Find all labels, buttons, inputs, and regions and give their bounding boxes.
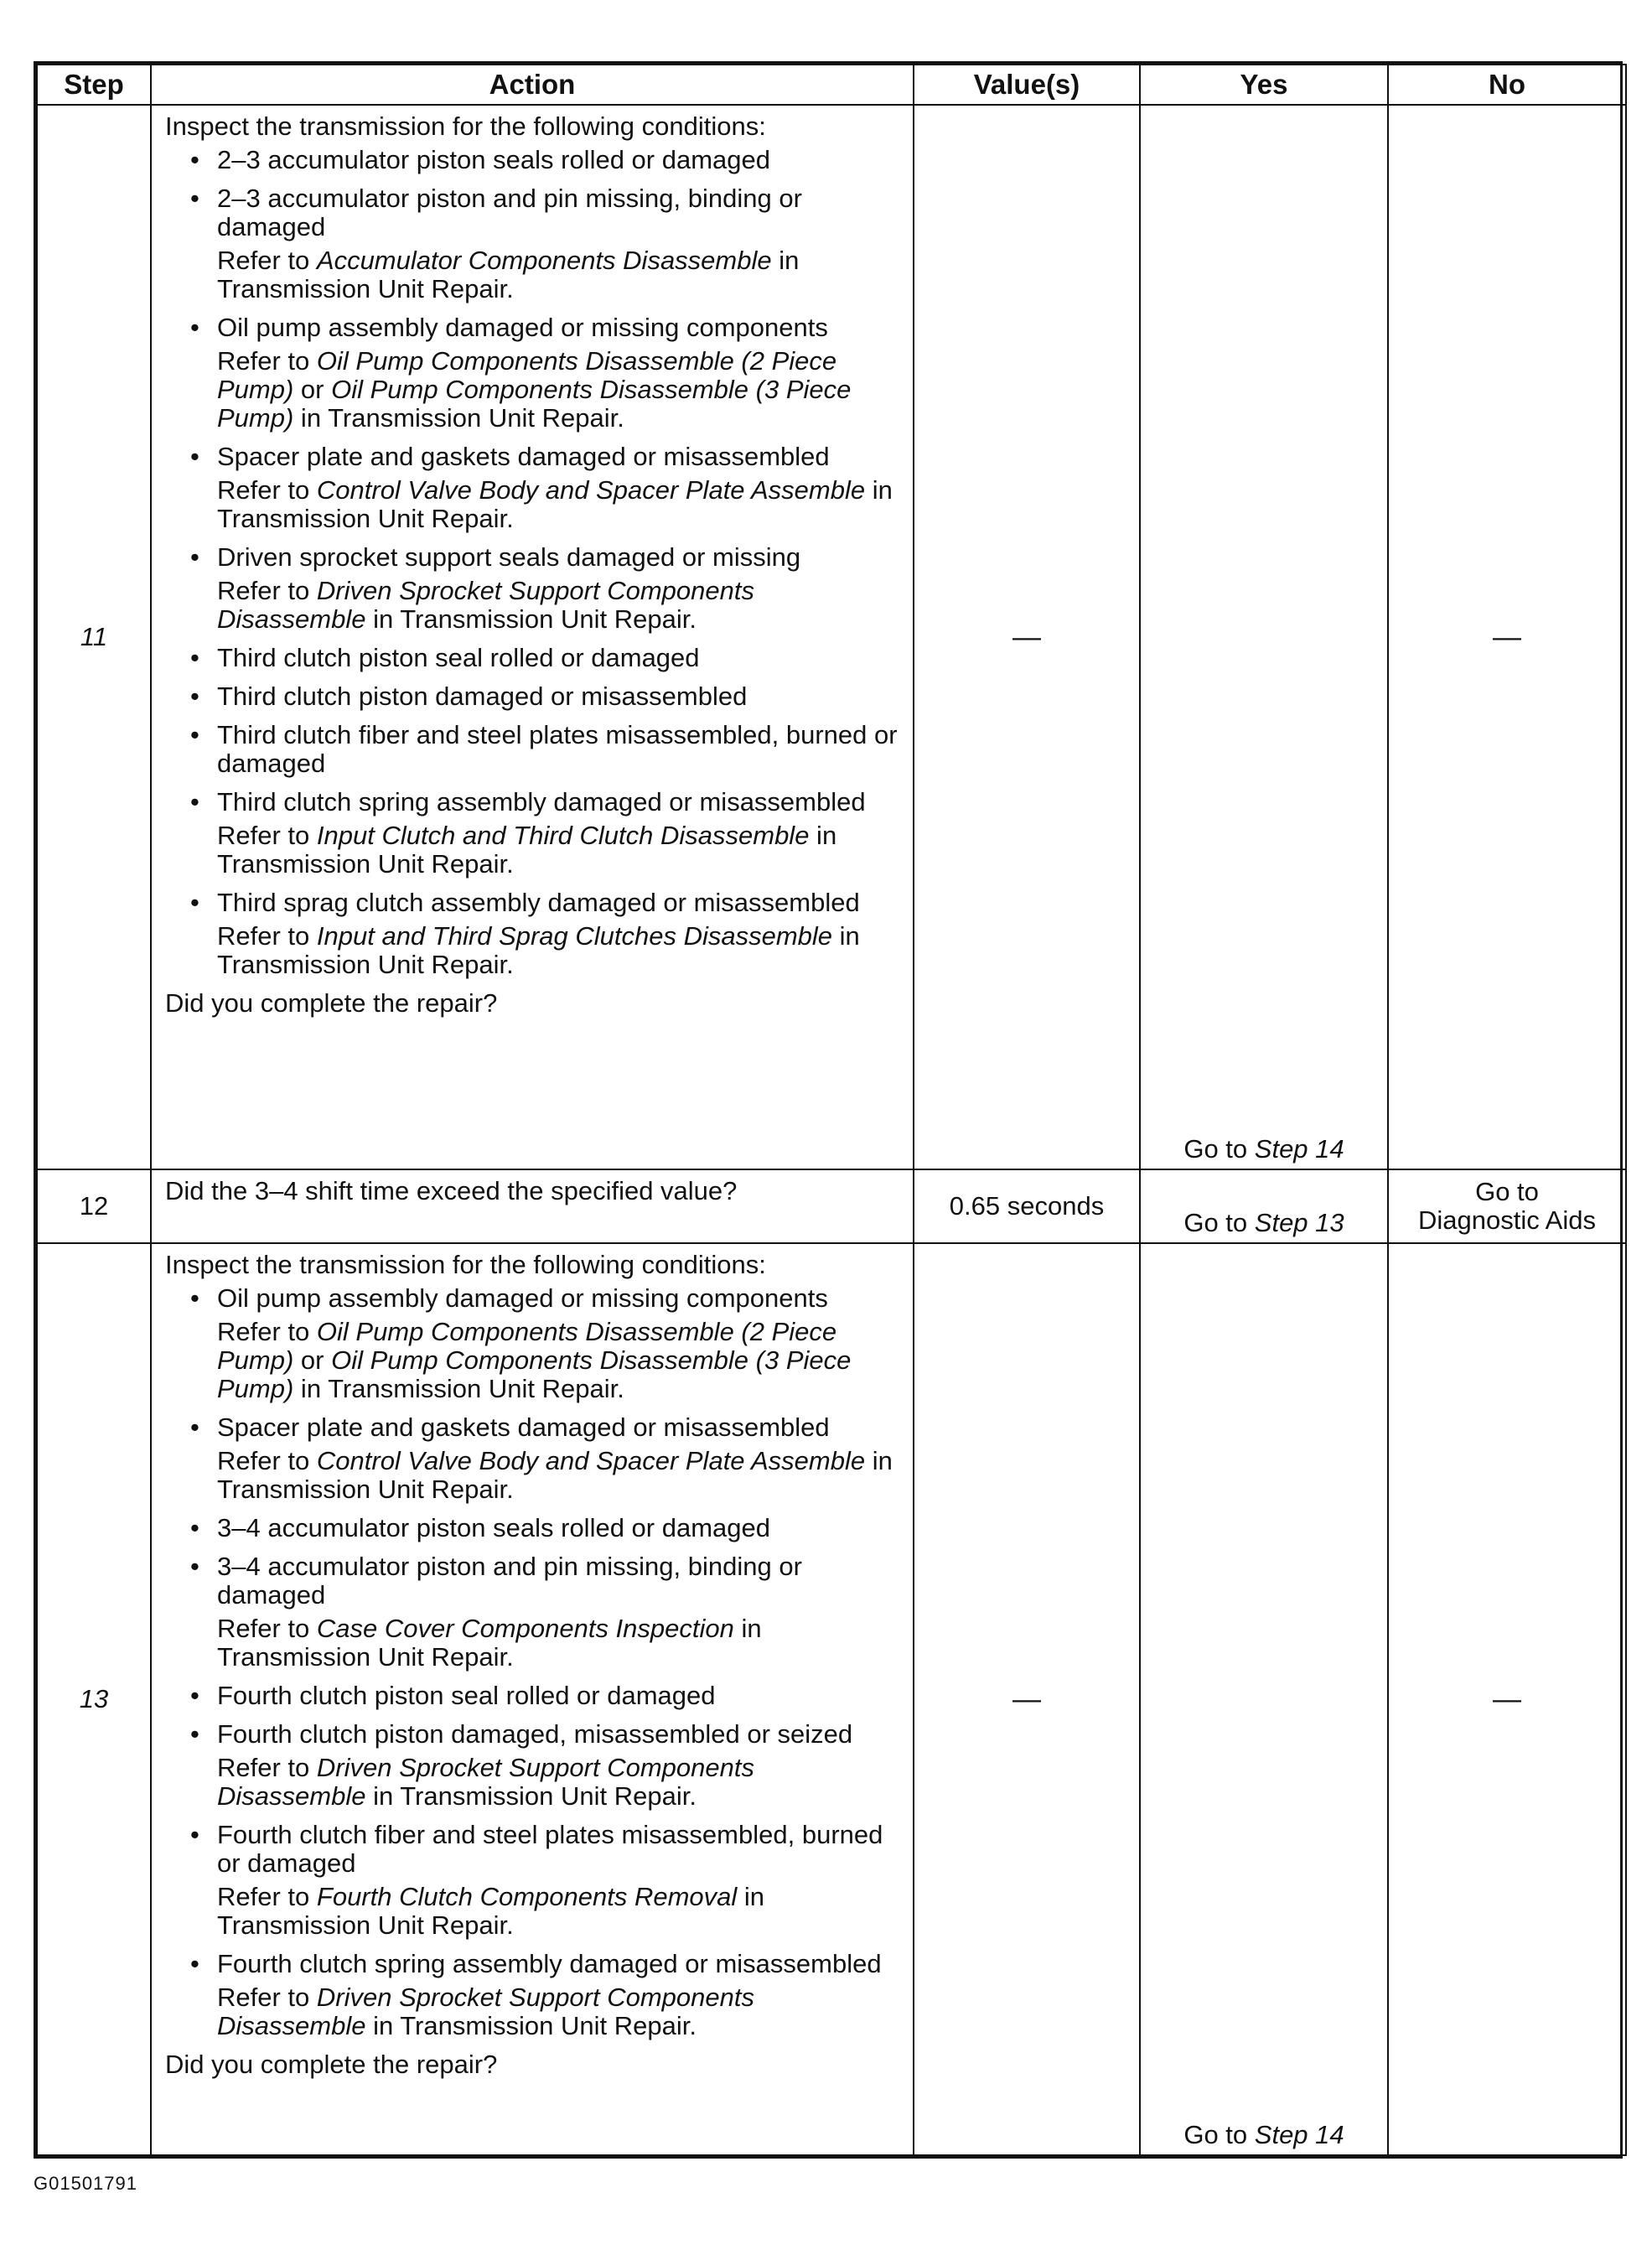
repair-reference xyxy=(165,1615,903,1672)
reference-prefix: Refer to xyxy=(217,1317,317,1346)
step-12-no-line1: Go to xyxy=(1475,1177,1539,1206)
repair-reference xyxy=(165,1983,903,2040)
step-13-yes-step-link: Step 14 xyxy=(1254,2120,1344,2149)
reference-connector: or xyxy=(293,375,332,404)
procedure-title: Oil Pump Components Disassemble (2 Piece Pump) xyxy=(217,346,837,404)
condition-bullet: • Fourth clutch piston seal rolled or damaged xyxy=(165,1682,903,1710)
procedure-title: Driven Sprocket Support Components Disassemble xyxy=(217,1983,754,2040)
step-11-question: Did you complete the repair? xyxy=(165,988,498,1018)
reference-prefix: Refer to xyxy=(217,475,317,505)
reference-connector: or xyxy=(293,1345,332,1375)
procedure-title: Case Cover Components Inspection xyxy=(316,1614,734,1643)
repair-reference xyxy=(165,1318,903,1403)
header-no: No xyxy=(1388,65,1626,105)
step-11-items xyxy=(165,146,903,979)
reference-suffix: in Transmission Unit Repair. xyxy=(217,921,860,979)
step-13-yes xyxy=(1140,1243,1388,2155)
reference-prefix: Refer to xyxy=(217,1753,317,1782)
reference-prefix: Refer to xyxy=(217,1882,317,1911)
step-13-row xyxy=(37,1243,1626,2155)
step-12-yes xyxy=(1140,1169,1388,1243)
reference-suffix: in Transmission Unit Repair. xyxy=(217,475,893,533)
step-11-action xyxy=(151,105,914,1169)
step-12-row xyxy=(37,1169,1626,1243)
procedure-title: Oil Pump Components Disassemble (3 Piece Pump) xyxy=(217,1345,852,1403)
procedure-title: Control Valve Body and Spacer Plate Assemble xyxy=(316,475,866,505)
condition-bullet: • Third clutch piston damaged or misassembled xyxy=(165,682,903,711)
condition-bullet: • Third clutch fiber and steel plates misassembled, burned or damaged xyxy=(165,721,903,778)
repair-reference xyxy=(165,1883,903,1940)
figure-code: G01501791 xyxy=(34,2173,137,2194)
repair-reference xyxy=(165,822,903,879)
step-11-yes-step-link: Step 14 xyxy=(1254,1134,1344,1164)
step-12-number: 12 xyxy=(37,1169,151,1243)
reference-suffix: in Transmission Unit Repair. xyxy=(217,1446,893,1504)
reference-prefix: Refer to xyxy=(217,1614,317,1643)
condition-bullet: • Third clutch piston seal rolled or damaged xyxy=(165,644,903,672)
repair-reference xyxy=(165,577,903,634)
step-11-no: — xyxy=(1388,105,1626,1169)
reference-prefix: Refer to xyxy=(217,1446,317,1475)
procedure-title: Input Clutch and Third Clutch Disassemble xyxy=(316,821,810,850)
step-13-number: 13 xyxy=(37,1243,151,2155)
step-12-action xyxy=(151,1169,914,1243)
condition-bullet: • Third clutch spring assembly damaged or misassembled xyxy=(165,788,903,816)
reference-prefix: Refer to xyxy=(217,1983,317,2012)
step-13-no: — xyxy=(1388,1243,1626,2155)
step-13-yes-text xyxy=(1141,2121,1387,2149)
header-row xyxy=(37,65,1626,105)
repair-reference xyxy=(165,246,903,303)
reference-suffix: in Transmission Unit Repair. xyxy=(217,1614,762,1672)
condition-bullet: • 3–4 accumulator piston seals rolled or damaged xyxy=(165,1514,903,1542)
procedure-title: Oil Pump Components Disassemble (2 Piece Pump) xyxy=(217,1317,837,1375)
reference-prefix: Refer to xyxy=(217,576,317,605)
header-action: Action xyxy=(151,65,914,105)
header-step: Step xyxy=(37,65,151,105)
procedure-title: Fourth Clutch Components Removal xyxy=(316,1882,738,1911)
reference-suffix: in Transmission Unit Repair. xyxy=(217,246,800,303)
reference-prefix: Refer to xyxy=(217,821,317,850)
step-12-yes-step-link: Step 13 xyxy=(1254,1208,1344,1237)
step-11-number: 11 xyxy=(37,105,151,1169)
step-11-row xyxy=(37,105,1626,1169)
condition-bullet: • Spacer plate and gaskets damaged or misassembled xyxy=(165,443,903,471)
step-12-value: 0.65 seconds xyxy=(914,1169,1140,1243)
step-11-yes xyxy=(1140,105,1388,1169)
reference-suffix: in Transmission Unit Repair. xyxy=(365,604,697,634)
repair-reference xyxy=(165,476,903,533)
condition-bullet: • Third sprag clutch assembly damaged or misassembled xyxy=(165,889,903,917)
repair-reference xyxy=(165,1754,903,1811)
condition-bullet: • Oil pump assembly damaged or missing components xyxy=(165,314,903,342)
step-13-items xyxy=(165,1284,903,2040)
step-13-intro: Inspect the transmission for the following conditions: xyxy=(165,1250,766,1279)
step-11-intro: Inspect the transmission for the following conditions: xyxy=(165,111,766,141)
reference-suffix: in Transmission Unit Repair. xyxy=(217,821,837,879)
reference-suffix: in Transmission Unit Repair. xyxy=(293,1374,624,1403)
condition-bullet: • 2–3 accumulator piston and pin missing, binding or damaged xyxy=(165,184,903,241)
repair-reference xyxy=(165,1447,903,1504)
procedure-title: Driven Sprocket Support Components Disassemble xyxy=(217,1753,754,1811)
procedure-title: Accumulator Components Disassemble xyxy=(316,246,772,275)
diagnostic-table-frame xyxy=(34,61,1623,2159)
reference-suffix: in Transmission Unit Repair. xyxy=(365,2011,697,2040)
step-13-action xyxy=(151,1243,914,2155)
step-13-value: — xyxy=(914,1243,1140,2155)
header-values: Value(s) xyxy=(914,65,1140,105)
step-11-value: — xyxy=(914,105,1140,1169)
diagnostic-table xyxy=(36,64,1627,2156)
condition-bullet: • Fourth clutch fiber and steel plates misassembled, burned or damaged xyxy=(165,1821,903,1878)
condition-bullet: • Driven sprocket support seals damaged or missing xyxy=(165,543,903,572)
step-12-yes-prefix: Go to xyxy=(1183,1208,1255,1237)
condition-bullet: • 3–4 accumulator piston and pin missing, binding or damaged xyxy=(165,1552,903,1609)
step-12-question: Did the 3–4 shift time exceed the specified value? xyxy=(165,1176,738,1205)
step-11-yes-prefix: Go to xyxy=(1183,1134,1255,1164)
procedure-title: Control Valve Body and Spacer Plate Assemble xyxy=(316,1446,866,1475)
repair-reference xyxy=(165,347,903,433)
repair-reference xyxy=(165,922,903,979)
step-13-yes-prefix: Go to xyxy=(1183,2120,1255,2149)
step-13-question: Did you complete the repair? xyxy=(165,2050,498,2079)
procedure-title: Input and Third Sprag Clutches Disassemble xyxy=(316,921,833,951)
procedure-title: Oil Pump Components Disassemble (3 Piece Pump) xyxy=(217,375,852,433)
reference-prefix: Refer to xyxy=(217,346,317,376)
condition-bullet: • Spacer plate and gaskets damaged or misassembled xyxy=(165,1413,903,1442)
reference-prefix: Refer to xyxy=(217,246,317,275)
condition-bullet: • 2–3 accumulator piston seals rolled or damaged xyxy=(165,146,903,174)
reference-suffix: in Transmission Unit Repair. xyxy=(217,1882,765,1940)
step-12-no-line2: Diagnostic Aids xyxy=(1418,1205,1596,1235)
condition-bullet: • Fourth clutch spring assembly damaged or misassembled xyxy=(165,1950,903,1978)
step-12-no xyxy=(1388,1169,1626,1243)
procedure-title: Driven Sprocket Support Components Disassemble xyxy=(217,576,754,634)
reference-prefix: Refer to xyxy=(217,921,317,951)
condition-bullet: • Fourth clutch piston damaged, misassembled or seized xyxy=(165,1720,903,1749)
reference-suffix: in Transmission Unit Repair. xyxy=(365,1781,697,1811)
reference-suffix: in Transmission Unit Repair. xyxy=(293,403,624,433)
header-yes: Yes xyxy=(1140,65,1388,105)
condition-bullet: • Oil pump assembly damaged or missing components xyxy=(165,1284,903,1313)
step-11-yes-text xyxy=(1141,1135,1387,1164)
